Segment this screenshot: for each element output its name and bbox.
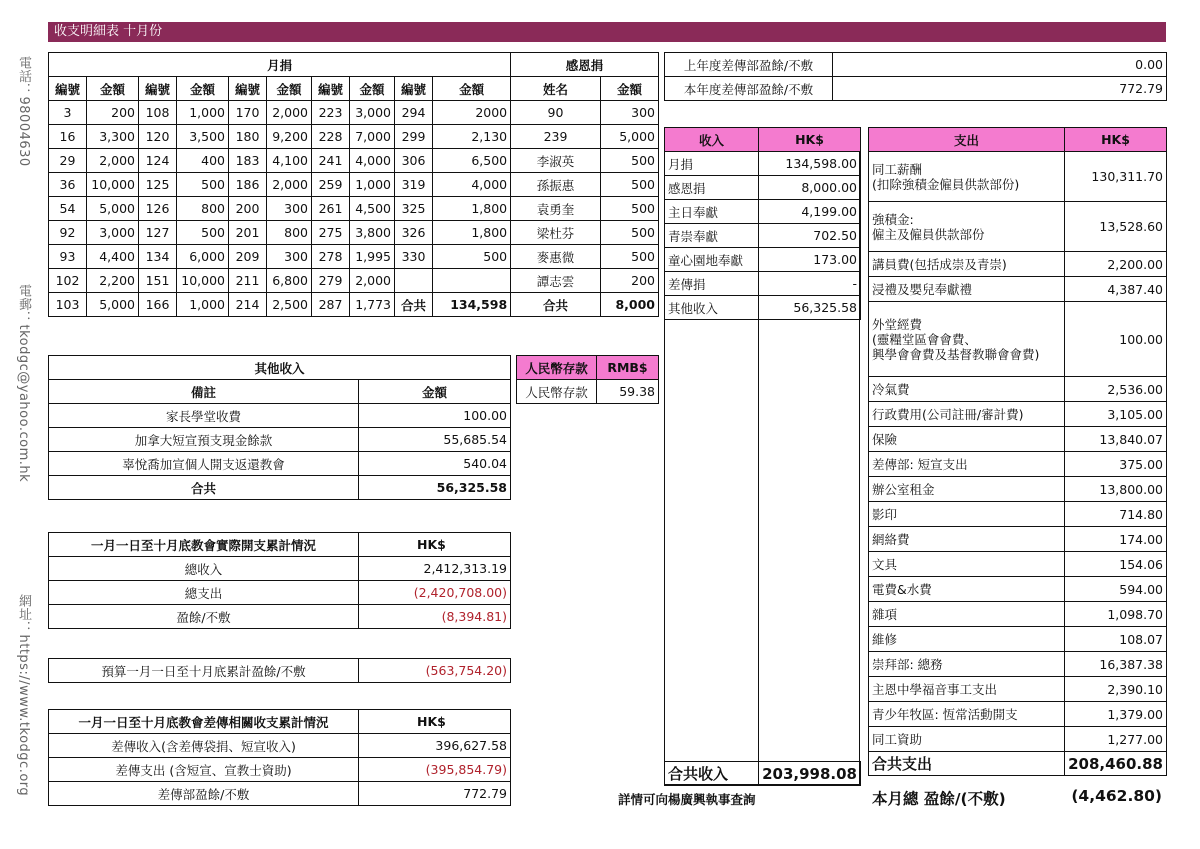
expense-amount: 100.00: [1065, 302, 1167, 377]
expense-amount: 130,311.70: [1065, 152, 1167, 202]
donation-amount: 4,400: [87, 245, 139, 269]
income-currency-header: HK$: [759, 128, 861, 152]
rmb-currency-header: RMB$: [597, 356, 659, 380]
donation-amount: 3,000: [350, 101, 395, 125]
rmb-label: 人民幣存款: [517, 380, 597, 404]
expense-amount: 13,840.07: [1065, 427, 1167, 452]
expense-amount: 2,536.00: [1065, 377, 1167, 402]
donation-amount: 4,500: [350, 197, 395, 221]
table-row: [511, 125, 659, 149]
cumulative-item: 盈餘/不敷: [49, 605, 359, 629]
other-income-amount: 55,685.54: [359, 428, 511, 452]
expense-amount: 1,277.00: [1065, 727, 1167, 752]
donor-number: 151: [139, 269, 177, 293]
donor-number: 228: [312, 125, 350, 149]
income-total-value: 203,998.08: [759, 762, 861, 786]
other-income-total-value: 56,325.58: [359, 476, 511, 500]
expense-item: 文具: [869, 552, 1065, 577]
table-row: [869, 452, 1167, 477]
income-header: 收入: [665, 128, 759, 152]
donor-number: 330: [395, 245, 433, 269]
expense-total-label: 合共支出: [869, 752, 1065, 776]
table-row: [49, 173, 511, 197]
donor-number: 299: [395, 125, 433, 149]
donor-number: 325: [395, 197, 433, 221]
donation-amount: 3,500: [177, 125, 229, 149]
donor-name: 239: [511, 125, 601, 149]
donor-number: 108: [139, 101, 177, 125]
donation-amount: 3,300: [87, 125, 139, 149]
donation-amount: 2,000: [267, 101, 312, 125]
other-income-total-label: 合共: [49, 476, 359, 500]
income-amount: 56,325.58: [759, 296, 861, 320]
donation-amount: 800: [267, 221, 312, 245]
donor-number: 102: [49, 269, 87, 293]
donor-number: 259: [312, 173, 350, 197]
other-income-note: 辜悅喬加宣個人開支返還教會: [49, 452, 359, 476]
budget-table: [48, 658, 511, 683]
donation-amount: 7,000: [350, 125, 395, 149]
donation-amount: 1,773: [350, 293, 395, 317]
mission-item: 差傳部盈餘/不敷: [49, 782, 359, 806]
donor-number: 127: [139, 221, 177, 245]
this-year-balance-label: 本年度差傳部盈餘/不敷: [665, 77, 833, 101]
donor-number: 201: [229, 221, 267, 245]
table-row: [665, 248, 861, 272]
table-row: [869, 652, 1167, 677]
monthly-column-header: 金額: [350, 77, 395, 101]
donor-number: 209: [229, 245, 267, 269]
donor-number: 278: [312, 245, 350, 269]
donation-amount: 500: [433, 245, 511, 269]
table-row: [665, 272, 861, 296]
table-row: [49, 452, 511, 476]
expense-amount: 3,105.00: [1065, 402, 1167, 427]
donor-name: 李淑英: [511, 149, 601, 173]
other-income-table: [48, 355, 511, 500]
month-total-value: (4,462.80): [1071, 787, 1162, 805]
table-row: [869, 727, 1167, 752]
donation-amount: 6,500: [433, 149, 511, 173]
table-row: [511, 101, 659, 125]
table-row: [869, 252, 1167, 277]
donor-number: 279: [312, 269, 350, 293]
expense-total-value: 208,460.88: [1065, 752, 1167, 776]
table-row: [49, 734, 511, 758]
income-amount: 134,598.00: [759, 152, 861, 176]
other-income-amount-header: 金額: [359, 380, 511, 404]
donor-number: 合共: [395, 293, 433, 317]
donation-amount: [433, 269, 511, 293]
cumulative-amount: 2,412,313.19: [359, 557, 511, 581]
donation-amount: 2,500: [267, 293, 312, 317]
table-row: [665, 152, 861, 176]
mission-amount: 772.79: [359, 782, 511, 806]
donor-number: 306: [395, 149, 433, 173]
table-row: [869, 202, 1167, 252]
income-amount: 173.00: [759, 248, 861, 272]
expense-item: 保險: [869, 427, 1065, 452]
table-row: [49, 221, 511, 245]
monthly-column-header: 編號: [312, 77, 350, 101]
donation-amount: 1,995: [350, 245, 395, 269]
expense-item: 強積金: 僱主及僱員供款部份: [869, 202, 1065, 252]
mission-title: 一月一日至十月底教會差傳相關收支累計情況: [49, 710, 359, 734]
table-row: [49, 605, 511, 629]
table-row: [869, 427, 1167, 452]
donation-amount: 6,000: [177, 245, 229, 269]
thanks-title: 感恩捐: [511, 53, 659, 77]
last-year-balance-value: 0.00: [833, 53, 1167, 77]
monthly-title: 月捐: [49, 53, 511, 77]
this-year-balance-value: 772.79: [833, 77, 1167, 101]
donation-amount: 2,000: [350, 269, 395, 293]
donation-amount: 2000: [433, 101, 511, 125]
expense-item: 同工薪酬 (扣除強積金僱員供款部份): [869, 152, 1065, 202]
donor-number: 326: [395, 221, 433, 245]
donation-amount: 500: [601, 197, 659, 221]
other-income-amount: 540.04: [359, 452, 511, 476]
donation-amount: 1,000: [177, 293, 229, 317]
expense-item: 主恩中學福音事工支出: [869, 677, 1065, 702]
donation-amount: 1,800: [433, 221, 511, 245]
cumulative-amount: (8,394.81): [359, 605, 511, 629]
cumulative-amount: (2,420,708.00): [359, 581, 511, 605]
expense-amount: 13,800.00: [1065, 477, 1167, 502]
table-row: [511, 293, 659, 317]
table-row: [49, 581, 511, 605]
table-row: [49, 428, 511, 452]
table-row: [869, 377, 1167, 402]
income-item: 童心園地奉獻: [665, 248, 759, 272]
donor-name: 麥惠微: [511, 245, 601, 269]
income-amount: 4,199.00: [759, 200, 861, 224]
table-row: [49, 149, 511, 173]
donor-number: 16: [49, 125, 87, 149]
monthly-donation-table: [48, 52, 511, 317]
cumulative-title: 一月一日至十月底教會實際開支累計情況: [49, 533, 359, 557]
table-row: [665, 200, 861, 224]
donor-number: 275: [312, 221, 350, 245]
expense-amount: 2,390.10: [1065, 677, 1167, 702]
thanks-donation-table: [510, 52, 659, 317]
donation-amount: 200: [87, 101, 139, 125]
donation-amount: 500: [177, 173, 229, 197]
donor-number: 54: [49, 197, 87, 221]
expense-amount: 174.00: [1065, 527, 1167, 552]
table-row: [49, 293, 511, 317]
budget-value: (563,754.20): [359, 659, 511, 683]
donor-number: 294: [395, 101, 433, 125]
mission-unit: HK$: [359, 710, 511, 734]
table-row: [49, 404, 511, 428]
monthly-column-header: 編號: [49, 77, 87, 101]
donor-number: 125: [139, 173, 177, 197]
donor-name: 孫振惠: [511, 173, 601, 197]
expense-item: 冷氣費: [869, 377, 1065, 402]
donation-amount: 500: [601, 149, 659, 173]
monthly-column-header: 金額: [433, 77, 511, 101]
expense-amount: 16,387.38: [1065, 652, 1167, 677]
table-row: [49, 125, 511, 149]
donation-amount: 4,100: [267, 149, 312, 173]
donation-amount: 5,000: [87, 197, 139, 221]
donation-amount: 6,800: [267, 269, 312, 293]
expense-header: 支出: [869, 128, 1065, 152]
month-total-label: 本月總 盈餘/(不敷): [872, 790, 1006, 808]
donation-amount: 500: [601, 245, 659, 269]
cumulative-item: 總收入: [49, 557, 359, 581]
donation-amount: 800: [177, 197, 229, 221]
donation-amount: 8,000: [601, 293, 659, 317]
monthly-column-header: 編號: [395, 77, 433, 101]
donor-number: 120: [139, 125, 177, 149]
donor-number: 241: [312, 149, 350, 173]
phone-text: 電話：98004630: [16, 56, 31, 167]
table-row: [869, 152, 1167, 202]
donation-amount: 9,200: [267, 125, 312, 149]
table-row: [665, 176, 861, 200]
table-row: [511, 197, 659, 221]
donation-amount: 300: [601, 101, 659, 125]
expense-currency-header: HK$: [1065, 128, 1167, 152]
expense-item: 雜項: [869, 602, 1065, 627]
cumulative-item: 總支出: [49, 581, 359, 605]
other-income-title: 其他收入: [49, 356, 511, 380]
monthly-column-header: 金額: [87, 77, 139, 101]
table-row: [869, 627, 1167, 652]
rmb-header: 人民幣存款: [517, 356, 597, 380]
expense-item: 同工資助: [869, 727, 1065, 752]
expense-item: 崇拜部: 總務: [869, 652, 1065, 677]
other-income-note: 家長學堂收費: [49, 404, 359, 428]
donor-number: [395, 269, 433, 293]
expense-item: 講員費(包括成崇及青崇): [869, 252, 1065, 277]
table-row: [49, 557, 511, 581]
cumulative-table: [48, 532, 511, 629]
donation-amount: 400: [177, 149, 229, 173]
donor-number: 186: [229, 173, 267, 197]
expense-item: 網絡費: [869, 527, 1065, 552]
table-row: [869, 402, 1167, 427]
enquiry-note: 詳情可向楊廣興執事查詢: [618, 792, 756, 807]
table-row: [869, 527, 1167, 552]
rmb-table: [516, 355, 659, 404]
donor-name: 90: [511, 101, 601, 125]
table-row: [511, 221, 659, 245]
expense-item: 辦公室租金: [869, 477, 1065, 502]
donor-name: 梁杜芬: [511, 221, 601, 245]
expense-amount: 2,200.00: [1065, 252, 1167, 277]
donor-number: 124: [139, 149, 177, 173]
table-row: [49, 782, 511, 806]
monthly-column-header: 編號: [229, 77, 267, 101]
donation-amount: 3,000: [87, 221, 139, 245]
table-row: [511, 173, 659, 197]
donation-amount: 200: [601, 269, 659, 293]
other-income-note-header: 備註: [49, 380, 359, 404]
table-row: [869, 552, 1167, 577]
table-row: [869, 577, 1167, 602]
mission-cumulative-table: [48, 709, 511, 806]
table-row: [665, 224, 861, 248]
page-title: 收支明細表 十月份: [48, 22, 1166, 42]
income-total-label: 合共收入: [665, 762, 759, 786]
expense-amount: 154.06: [1065, 552, 1167, 577]
mission-item: 差傳支出 (含短宣、宣教士資助): [49, 758, 359, 782]
donation-amount: 3,800: [350, 221, 395, 245]
last-year-balance-label: 上年度差傳部盈餘/不敷: [665, 53, 833, 77]
cumulative-unit: HK$: [359, 533, 511, 557]
table-row: [869, 302, 1167, 377]
mission-amount: 396,627.58: [359, 734, 511, 758]
donation-amount: 10,000: [87, 173, 139, 197]
donation-amount: 1,800: [433, 197, 511, 221]
donor-number: 29: [49, 149, 87, 173]
table-row: [869, 477, 1167, 502]
expense-item: 維修: [869, 627, 1065, 652]
table-row: [869, 502, 1167, 527]
income-amount: -: [759, 272, 861, 296]
rmb-value: 59.38: [597, 380, 659, 404]
donor-number: 214: [229, 293, 267, 317]
donor-number: 93: [49, 245, 87, 269]
income-total-table: [664, 761, 861, 786]
donor-number: 180: [229, 125, 267, 149]
table-row: [49, 245, 511, 269]
donation-amount: 500: [601, 221, 659, 245]
email-text: 電郵：tkodgc@yahoo.com.hk: [16, 284, 31, 483]
expense-amount: 1,098.70: [1065, 602, 1167, 627]
table-row: [511, 245, 659, 269]
monthly-column-header: 金額: [177, 77, 229, 101]
thanks-column-header: 金額: [601, 77, 659, 101]
donation-amount: 4,000: [433, 173, 511, 197]
donation-amount: 5,000: [601, 125, 659, 149]
donation-amount: 5,000: [87, 293, 139, 317]
income-item: 主日奉獻: [665, 200, 759, 224]
website-text: 網址：https://www.tkodgc.org: [16, 594, 31, 797]
table-row: [49, 269, 511, 293]
table-row: [869, 602, 1167, 627]
table-row: [49, 758, 511, 782]
donation-amount: 500: [601, 173, 659, 197]
expense-item: 外堂經費 (靈糧堂區會會費、 興學會會費及基督教聯會會費): [869, 302, 1065, 377]
mission-item: 差傳收入(含差傳袋捐、短宣收入): [49, 734, 359, 758]
table-row: [869, 702, 1167, 727]
donation-amount: 300: [267, 245, 312, 269]
other-income-amount: 100.00: [359, 404, 511, 428]
monthly-column-header: 編號: [139, 77, 177, 101]
expense-amount: 1,379.00: [1065, 702, 1167, 727]
donor-number: 319: [395, 173, 433, 197]
donation-amount: 1,000: [350, 173, 395, 197]
donor-number: 200: [229, 197, 267, 221]
donor-number: 126: [139, 197, 177, 221]
donor-number: 134: [139, 245, 177, 269]
mission-amount: (395,854.79): [359, 758, 511, 782]
expense-item: 影印: [869, 502, 1065, 527]
table-row: [869, 277, 1167, 302]
donor-number: 183: [229, 149, 267, 173]
expense-amount: 714.80: [1065, 502, 1167, 527]
table-row: [665, 296, 861, 320]
donor-number: 3: [49, 101, 87, 125]
expense-table: [868, 127, 1167, 776]
expense-item: 青少年牧區: 恆常活動開支: [869, 702, 1065, 727]
table-row: [869, 677, 1167, 702]
donor-number: 287: [312, 293, 350, 317]
donation-amount: 2,000: [267, 173, 312, 197]
income-item: 其他收入: [665, 296, 759, 320]
donation-amount: 2,130: [433, 125, 511, 149]
donor-number: 261: [312, 197, 350, 221]
donor-name: 合共: [511, 293, 601, 317]
expense-amount: 375.00: [1065, 452, 1167, 477]
income-item: 感恩捐: [665, 176, 759, 200]
donor-number: 211: [229, 269, 267, 293]
donor-number: 103: [49, 293, 87, 317]
donor-name: 譚志雲: [511, 269, 601, 293]
expense-amount: 4,387.40: [1065, 277, 1167, 302]
donation-amount: 1,000: [177, 101, 229, 125]
donor-number: 166: [139, 293, 177, 317]
income-item: 月捐: [665, 152, 759, 176]
donation-amount: 2,000: [87, 149, 139, 173]
expense-item: 浸禮及嬰兒奉獻禮: [869, 277, 1065, 302]
table-row: [49, 101, 511, 125]
income-amount: 702.50: [759, 224, 861, 248]
expense-amount: 594.00: [1065, 577, 1167, 602]
donation-amount: 500: [177, 221, 229, 245]
table-row: [511, 149, 659, 173]
income-item: 差傳捐: [665, 272, 759, 296]
expense-item: 行政費用(公司註冊/審計費): [869, 402, 1065, 427]
income-table: [664, 127, 861, 320]
budget-label: 預算一月一日至十月底累計盈餘/不敷: [49, 659, 359, 683]
table-row: [49, 197, 511, 221]
other-income-note: 加拿大短宣預支現金餘款: [49, 428, 359, 452]
donor-number: 36: [49, 173, 87, 197]
donor-number: 92: [49, 221, 87, 245]
donation-amount: 134,598: [433, 293, 511, 317]
expense-item: 電費&水費: [869, 577, 1065, 602]
income-item: 青崇奉獻: [665, 224, 759, 248]
thanks-column-header: 姓名: [511, 77, 601, 101]
donor-number: 223: [312, 101, 350, 125]
donor-number: 170: [229, 101, 267, 125]
mission-balance-table: [664, 52, 1167, 101]
donation-amount: 10,000: [177, 269, 229, 293]
donation-amount: 2,200: [87, 269, 139, 293]
table-row: [511, 269, 659, 293]
donation-amount: 4,000: [350, 149, 395, 173]
donor-name: 袁勇奎: [511, 197, 601, 221]
expense-item: 差傳部: 短宣支出: [869, 452, 1065, 477]
expense-amount: 108.07: [1065, 627, 1167, 652]
monthly-column-header: 金額: [267, 77, 312, 101]
income-amount: 8,000.00: [759, 176, 861, 200]
donation-amount: 300: [267, 197, 312, 221]
expense-amount: 13,528.60: [1065, 202, 1167, 252]
